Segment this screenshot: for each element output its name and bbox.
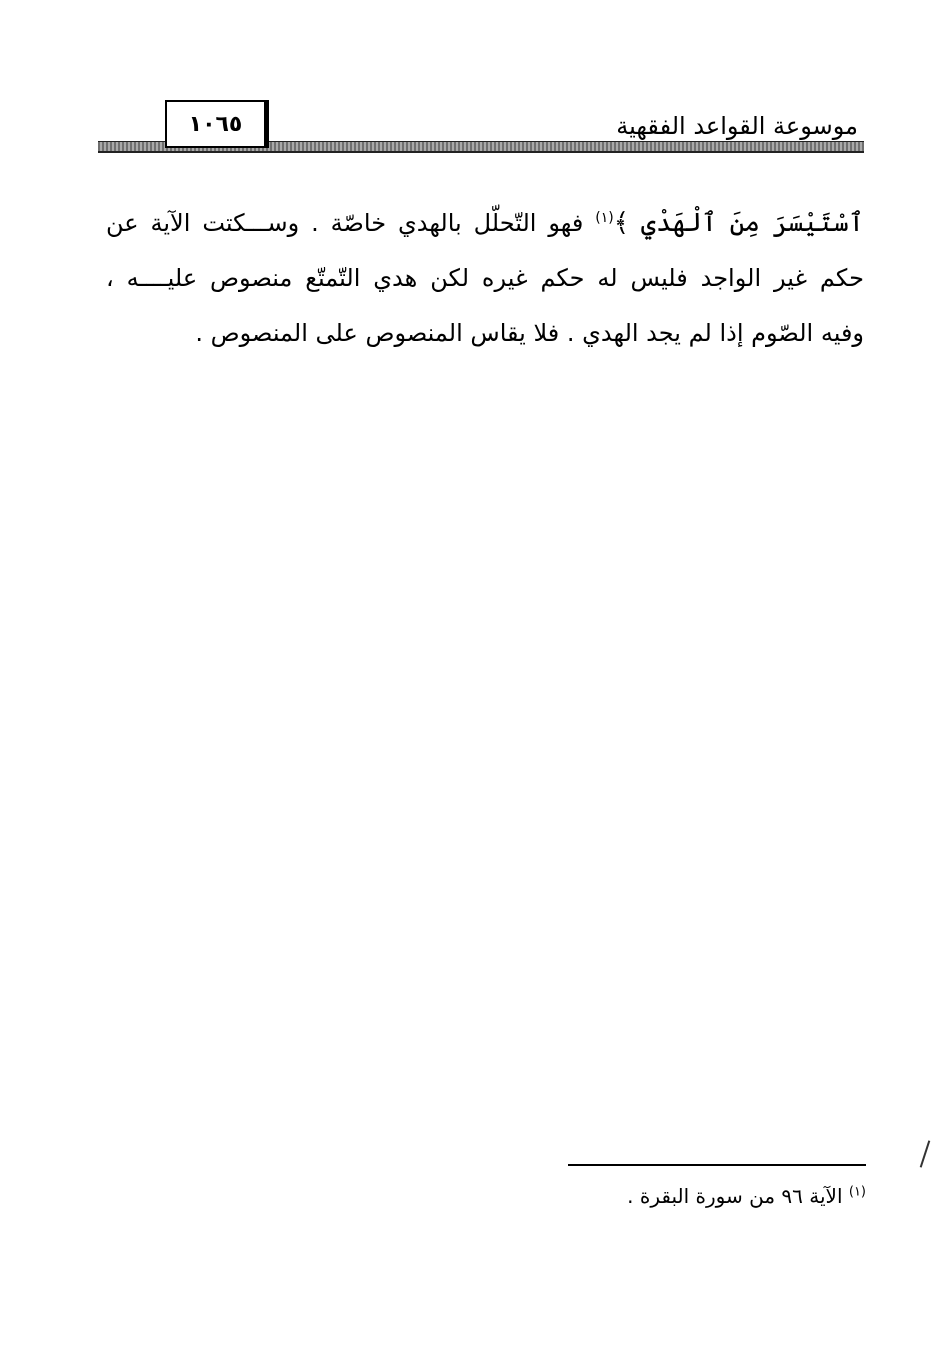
quran-close-bracket: ﴾	[613, 208, 629, 238]
footnote	[627, 1184, 866, 1208]
page-number-box	[165, 100, 269, 148]
body-line-3: وفيه الصّوم إذا لم يجد الهدي . فلا يقاس المنصوص على المنصوص .	[195, 319, 864, 347]
body-line-1-text: فهو التّحلّل بالهدي خاصّة . وســـكتت الآية عن	[106, 209, 584, 237]
running-header-title: موسوعة القواعد الفقهية	[616, 112, 858, 140]
footnote-marker: (١)	[848, 1184, 866, 1200]
body-paragraph	[106, 196, 864, 361]
footnote-separator	[568, 1164, 866, 1166]
page-number: ١٠٦٥	[188, 111, 243, 137]
footnote-text: الآية ٩٦ من سورة البقرة .	[627, 1184, 843, 1208]
body-line-1	[106, 196, 864, 251]
body-line-2: حكم غير الواجد فليس له حكم غيره لكن هدي التّمتّع منصوص عليــــه ،	[106, 264, 864, 292]
quran-quote: ٱسْتَيْسَرَ مِنَ ٱلْهَدْيِ	[640, 208, 864, 238]
scan-margin-mark	[920, 1140, 931, 1167]
footnote-reference: (١)	[595, 210, 614, 226]
